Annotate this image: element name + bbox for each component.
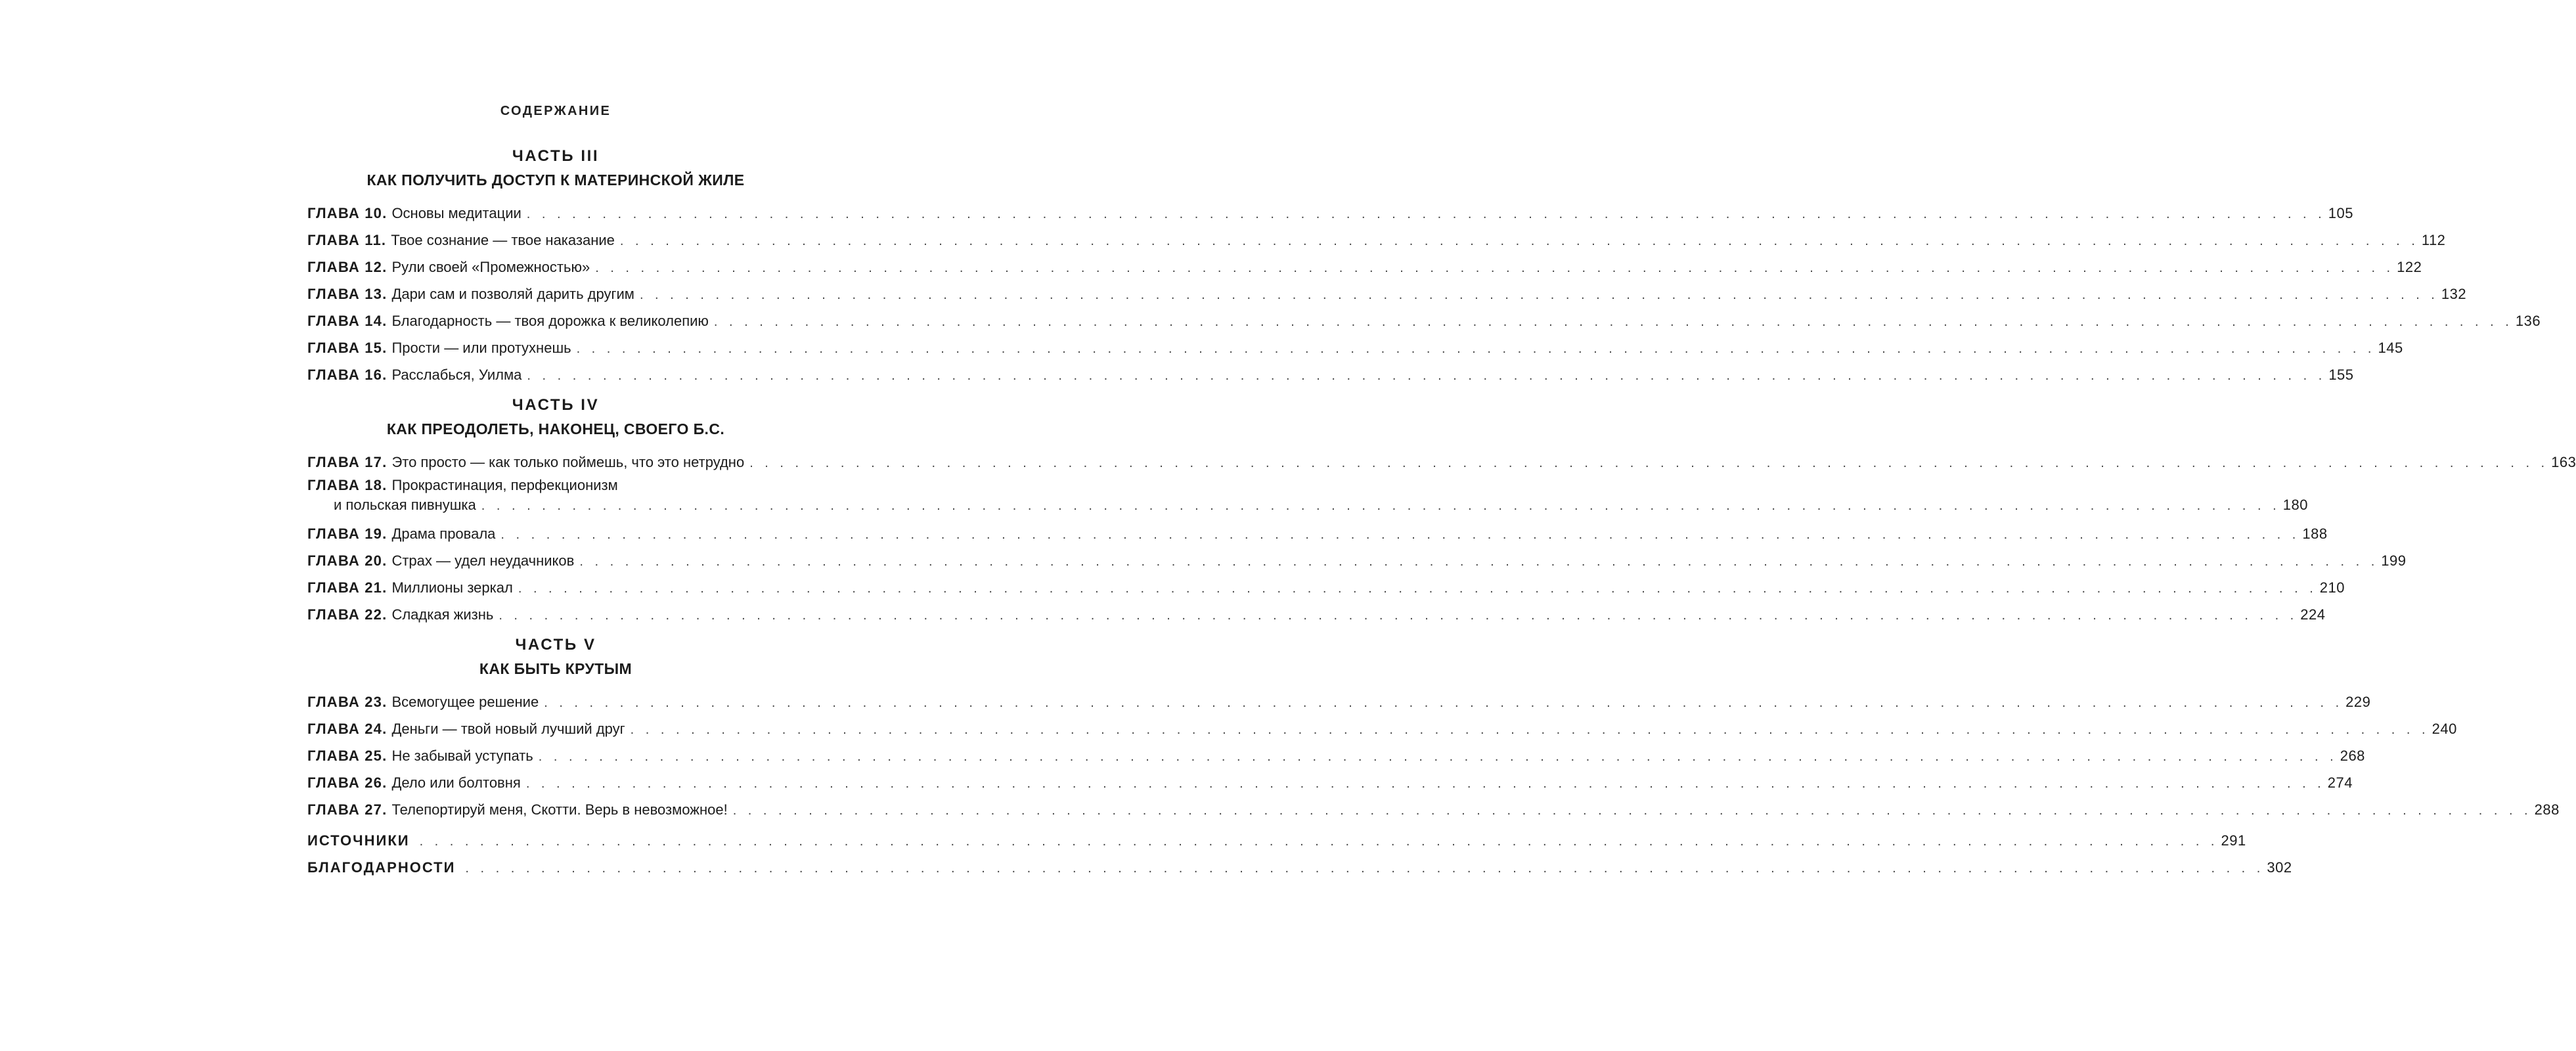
chapter-title: Сладкая жизнь — [391, 606, 494, 623]
chapter-title: Миллионы зеркал — [391, 579, 513, 596]
toc-entry-chapter-15[interactable] — [307, 334, 2403, 361]
toc-entry-chapter-17[interactable] — [307, 449, 2576, 476]
part-heading-4 — [307, 393, 804, 441]
chapter-title: Благодарность — твоя дорожка к великолепию — [391, 313, 709, 329]
chapter-label: ГЛАВА 15. — [307, 340, 388, 356]
toc-entry-chapter-22[interactable] — [307, 601, 2326, 628]
chapter-label: ГЛАВА 24. — [307, 721, 388, 737]
chapter-label: ГЛАВА 11. — [307, 232, 387, 248]
page-number: 224 — [2300, 606, 2326, 623]
chapter-label: ГЛАВА 10. — [307, 205, 388, 221]
back-matter-label: БЛАГОДАРНОСТИ — [307, 859, 456, 876]
page-number: 229 — [2345, 694, 2371, 710]
chapter-title: Деньги — твой новый лучший друг — [391, 721, 625, 737]
running-head: СОДЕРЖАНИЕ — [500, 104, 611, 118]
part-title: КАК ПРЕОДОЛЕТЬ, НАКОНЕЦ, СВОЕГО Б.С. — [386, 420, 725, 437]
toc-entry-chapter-20[interactable] — [307, 547, 2407, 574]
chapter-title: Расслабься, Уилма — [391, 367, 522, 383]
chapter-title: Прокрастинация, перфекционизм — [391, 477, 618, 493]
dot-leader: . . . . . . . . . . . . . . . . . . . . . . . . . . . . . . . . . . . . . . . . . . . . . . . . . . . . . . . . . . . . . . . . . . . . . . . . . . . . . . . . . . . . . . . . . . . . . . . . . . . . . . . . . . . . . . . . . . . . . . . — [749, 456, 2549, 470]
chapter-label: ГЛАВА 22. — [307, 606, 388, 623]
dot-leader: . . . . . . . . . . . . . . . . . . . . . . . . . . . . . . . . . . . . . . . . . . . . . . . . . . . . . . . . . . . . . . . . . . . . . . . . . . . . . . . . . . . . . . . . . . . . . . . . . . . . . . . . . . . . . . . . . . . . . . . — [465, 861, 2265, 876]
back-matter-label: ИСТОЧНИКИ — [307, 832, 410, 849]
dot-leader: . . . . . . . . . . . . . . . . . . . . . . . . . . . . . . . . . . . . . . . . . . . . . . . . . . . . . . . . . . . . . . . . . . . . . . . . . . . . . . . . . . . . . . . . . . . . . . . . . . . . . . . . . . . . . . . . . . . . . . . — [579, 554, 2379, 569]
chapter-label: ГЛАВА 19. — [307, 526, 388, 542]
dot-leader: . . . . . . . . . . . . . . . . . . . . . . . . . . . . . . . . . . . . . . . . . . . . . . . . . . . . . . . . . . . . . . . . . . . . . . . . . . . . . . . . . . . . . . . . . . . . . . . . . . . . . . . . . . . . . . . . . . . . . . . — [538, 749, 2338, 764]
toc-entry-chapter-13[interactable] — [307, 280, 2467, 307]
dot-leader: . . . . . . . . . . . . . . . . . . . . . . . . . . . . . . . . . . . . . . . . . . . . . . . . . . . . . . . . . . . . . . . . . . . . . . . . . . . . . . . . . . . . . . . . . . . . . . . . . . . . . . . . . . . . . . . . . . . . . . . — [576, 342, 2376, 356]
dot-leader: . . . . . . . . . . . . . . . . . . . . . . . . . . . . . . . . . . . . . . . . . . . . . . . . . . . . . . . . . . . . . . . . . . . . . . . . . . . . . . . . . . . . . . . . . . . . . . . . . . . . . . . . . . . . . . . . . . . . . . . — [630, 723, 2430, 737]
dot-leader: . . . . . . . . . . . . . . . . . . . . . . . . . . . . . . . . . . . . . . . . . . . . . . . . . . . . . . . . . . . . . . . . . . . . . . . . . . . . . . . . . . . . . . . . . . . . . . . . . . . . . . . . . . . . . . . . . . . . . . . — [525, 776, 2325, 791]
page-number: 180 — [2282, 497, 2308, 513]
toc-entry-chapter-26[interactable] — [307, 769, 2353, 796]
part-title: КАК БЫТЬ КРУТЫМ — [479, 660, 633, 677]
dot-leader: . . . . . . . . . . . . . . . . . . . . . . . . . . . . . . . . . . . . . . . . . . . . . . . . . . . . . . . . . . . . . . . . . . . . . . . . . . . . . . . . . . . . . . . . . . . . . . . . . . . . . . . . . . . . . . . . . . . . . . . — [526, 207, 2326, 221]
part-title: КАК ПОЛУЧИТЬ ДОСТУП К МАТЕРИНСКОЙ ЖИЛЕ — [366, 171, 745, 189]
chapter-title: Страх — удел неудачников — [391, 552, 575, 569]
dot-leader: . . . . . . . . . . . . . . . . . . . . . . . . . . . . . . . . . . . . . . . . . . . . . . . . . . . . . . . . . . . . . . . . . . . . . . . . . . . . . . . . . . . . . . . . . . . . . . . . . . . . . . . . . . . . . . . . . . . . . . . — [527, 369, 2326, 383]
dot-leader: . . . . . . . . . . . . . . . . . . . . . . . . . . . . . . . . . . . . . . . . . . . . . . . . . . . . . . . . . . . . . . . . . . . . . . . . . . . . . . . . . . . . . . . . . . . . . . . . . . . . . . . . . . . . . . . . . . . . . . . — [619, 234, 2419, 248]
dot-leader: . . . . . . . . . . . . . . . . . . . . . . . . . . . . . . . . . . . . . . . . . . . . . . . . . . . . . . . . . . . . . . . . . . . . . . . . . . . . . . . . . . . . . . . . . . . . . . . . . . . . . . . . . . . . . . . . . . . . . . . — [500, 527, 2300, 542]
toc-entry-chapter-27[interactable] — [307, 796, 2560, 823]
page-number: 188 — [2302, 526, 2328, 542]
spacer — [307, 441, 804, 449]
page-number: 145 — [2378, 340, 2403, 356]
page-number: 268 — [2340, 748, 2365, 764]
chapter-label: ГЛАВА 14. — [307, 313, 388, 329]
toc-entry-chapter-23[interactable] — [307, 688, 2371, 715]
page-number: 122 — [2397, 259, 2422, 275]
chapter-title-line-1 — [307, 476, 804, 494]
chapter-label: ГЛАВА 21. — [307, 579, 388, 596]
page-number: 274 — [2327, 774, 2353, 791]
chapter-label: ГЛАВА 26. — [307, 774, 388, 791]
dot-leader: . . . . . . . . . . . . . . . . . . . . . . . . . . . . . . . . . . . . . . . . . . . . . . . . . . . . . . . . . . . . . . . . . . . . . . . . . . . . . . . . . . . . . . . . . . . . . . . . . . . . . . . . . . . . . . . . . . . . . . . — [595, 261, 2395, 275]
toc-entry-chapter-25[interactable] — [307, 742, 2365, 769]
chapter-label: ГЛАВА 18. — [307, 477, 388, 493]
page-number: 291 — [2221, 832, 2246, 849]
page-number: 163 — [2551, 454, 2576, 470]
dot-leader: . . . . . . . . . . . . . . . . . . . . . . . . . . . . . . . . . . . . . . . . . . . . . . . . . . . . . . . . . . . . . . . . . . . . . . . . . . . . . . . . . . . . . . . . . . . . . . . . . . . . . . . . . . . . . . . . . . . . . . . — [544, 696, 2343, 710]
toc-entry-chapter-24[interactable] — [307, 715, 2457, 742]
chapter-title: Основы медитации — [391, 205, 522, 221]
chapter-label: ГЛАВА 17. — [307, 454, 388, 470]
part-number: ЧАСТЬ III — [512, 147, 600, 165]
chapter-label: ГЛАВА 20. — [307, 552, 388, 569]
dot-leader: . . . . . . . . . . . . . . . . . . . . . . . . . . . . . . . . . . . . . . . . . . . . . . . . . . . . . . . . . . . . . . . . . . . . . . . . . . . . . . . . . . . . . . . . . . . . . . . . . . . . . . . . . . . . . . . . . . . . . . . — [639, 288, 2439, 302]
chapter-label: ГЛАВА 25. — [307, 748, 388, 764]
chapter-title: Дари сам и позволяй дарить другим — [391, 286, 634, 302]
chapter-title-line-2 — [307, 494, 2308, 516]
page-number: 302 — [2267, 859, 2292, 876]
toc-entry-chapter-19[interactable] — [307, 520, 2328, 547]
toc-entry-chapter-14[interactable] — [307, 307, 2541, 334]
chapter-title-continuation: и польская пивнушка — [334, 497, 476, 513]
toc-entry-acknowledgements[interactable] — [307, 854, 2292, 881]
page-number: 105 — [2328, 205, 2353, 221]
page-number: 210 — [2319, 579, 2345, 596]
page-number: 199 — [2381, 552, 2407, 569]
part-number: ЧАСТЬ IV — [512, 396, 600, 414]
chapter-title: Дело или болтовня — [391, 774, 521, 791]
chapter-title: Всемогущее решение — [391, 694, 539, 710]
part-heading-3 — [307, 145, 804, 192]
toc-entry-chapter-16[interactable] — [307, 361, 2354, 388]
chapter-title: Телепортируй меня, Скотти. Верь в невозможное! — [391, 801, 728, 818]
toc-entry-chapter-18[interactable] — [307, 476, 2308, 520]
spacer — [307, 681, 804, 688]
page-number: 240 — [2432, 721, 2457, 737]
part-number: ЧАСТЬ V — [515, 636, 596, 654]
page-number: 155 — [2328, 367, 2354, 383]
toc-entry-chapter-12[interactable] — [307, 254, 2422, 280]
page-number: 136 — [2515, 313, 2541, 329]
chapter-title: Твое сознание — твое наказание — [391, 232, 615, 248]
spacer — [307, 122, 804, 145]
chapter-label: ГЛАВА 13. — [307, 286, 388, 302]
part-heading-5 — [307, 633, 804, 681]
dot-leader: . . . . . . . . . . . . . . . . . . . . . . . . . . . . . . . . . . . . . . . . . . . . . . . . . . . . . . . . . . . . . . . . . . . . . . . . . . . . . . . . . . . . . . . . . . . . . . . . . . . . . . . . . . . . . . . . . . . . . . . — [518, 581, 2317, 596]
dot-leader: . . . . . . . . . . . . . . . . . . . . . . . . . . . . . . . . . . . . . . . . . . . . . . . . . . . . . . . . . . . . . . . . . . . . . . . . . . . . . . . . . . . . . . . . . . . . . . . . . . . . . . . . . . . . . . . . . . . . . . . — [732, 803, 2532, 818]
chapter-title: Прости — или протухнешь — [391, 340, 571, 356]
chapter-label: ГЛАВА 16. — [307, 367, 388, 383]
chapter-title: Это просто — как только поймешь, что это нетрудно — [391, 454, 745, 470]
page-number: 112 — [2421, 232, 2446, 248]
page-number: 288 — [2534, 801, 2560, 818]
toc-entry-sources[interactable] — [307, 827, 2246, 854]
dot-leader: . . . . . . . . . . . . . . . . . . . . . . . . . . . . . . . . . . . . . . . . . . . . . . . . . . . . . . . . . . . . . . . . . . . . . . . . . . . . . . . . . . . . . . . . . . . . . . . . . . . . . . . . . . . . . . . . . . . . . . . — [481, 499, 2280, 513]
dot-leader: . . . . . . . . . . . . . . . . . . . . . . . . . . . . . . . . . . . . . . . . . . . . . . . . . . . . . . . . . . . . . . . . . . . . . . . . . . . . . . . . . . . . . . . . . . . . . . . . . . . . . . . . . . . . . . . . . . . . . . . — [499, 608, 2298, 623]
page-number: 132 — [2441, 286, 2467, 302]
toc-entry-chapter-10[interactable] — [307, 200, 2353, 227]
table-of-contents — [307, 100, 2576, 881]
dot-leader: . . . . . . . . . . . . . . . . . . . . . . . . . . . . . . . . . . . . . . . . . . . . . . . . . . . . . . . . . . . . . . . . . . . . . . . . . . . . . . . . . . . . . . . . . . . . . . . . . . . . . . . . . . . . . . . . . . . . . . . — [713, 315, 2513, 329]
chapter-title: Драма провала — [391, 526, 496, 542]
chapter-title: Не забывай уступать — [391, 748, 533, 764]
toc-entry-chapter-21[interactable] — [307, 574, 2345, 601]
chapter-label: ГЛАВА 23. — [307, 694, 388, 710]
dot-leader: . . . . . . . . . . . . . . . . . . . . . . . . . . . . . . . . . . . . . . . . . . . . . . . . . . . . . . . . . . . . . . . . . . . . . . . . . . . . . . . . . . . . . . . . . . . . . . . . . . . . . . . . . . . . . . . . . . . . . . . — [419, 834, 2219, 849]
chapter-label: ГЛАВА 12. — [307, 259, 388, 275]
toc-entry-chapter-11[interactable] — [307, 227, 2446, 254]
spacer — [307, 192, 804, 200]
chapter-label: ГЛАВА 27. — [307, 801, 388, 818]
chapter-title: Рули своей «Промежностью» — [391, 259, 590, 275]
